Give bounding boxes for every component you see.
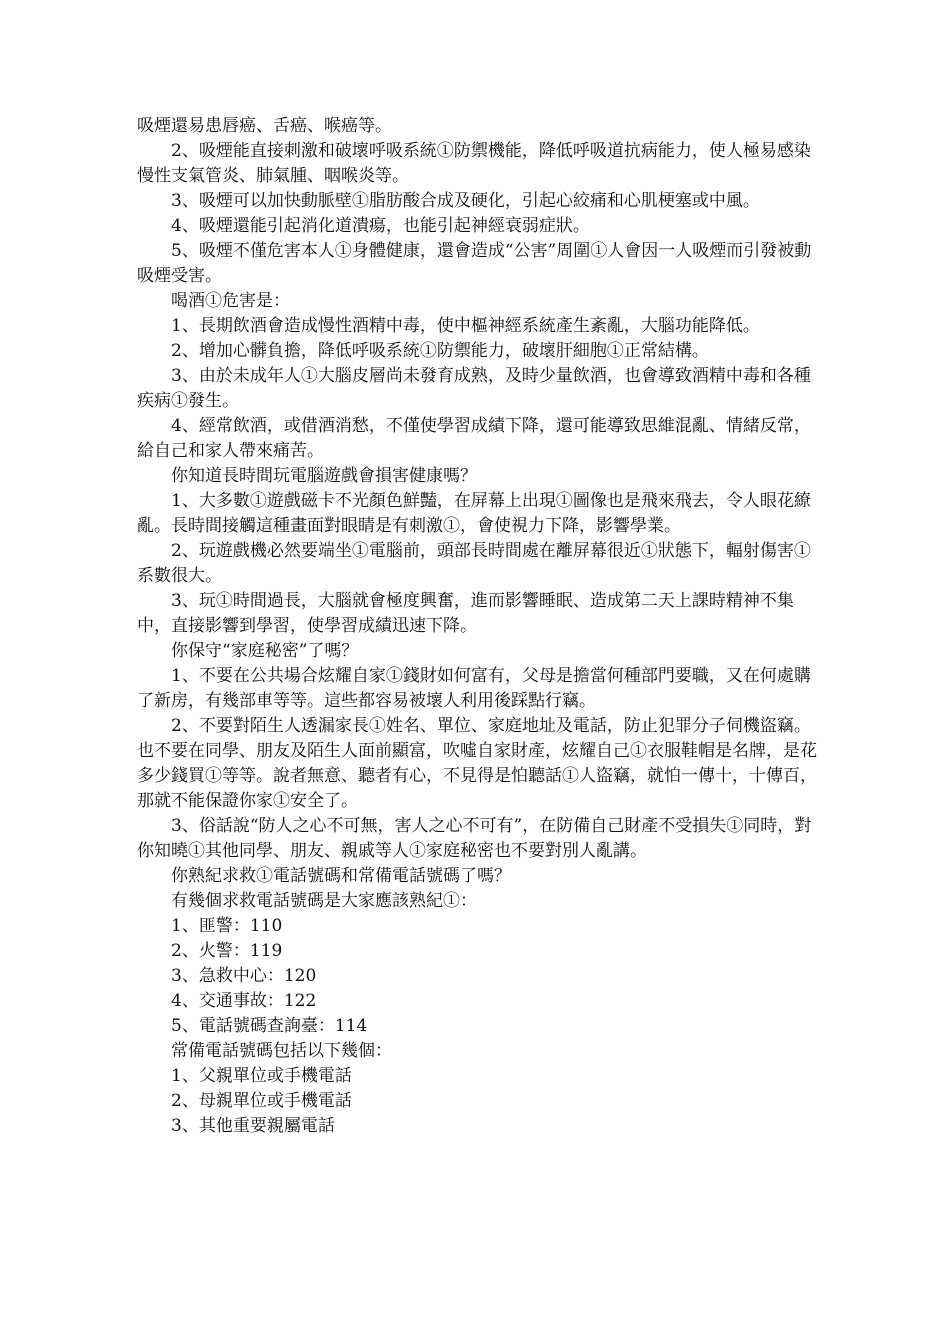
paragraph-secrets-2: 2、不要對陌生人透漏家長①姓名、單位、家庭地址及電話，防止犯罪分子伺機盜竊。也不要在同學、朋友及陌生人面前顯富，吹噓自家財產，炫耀自己①衣服鞋帽是名牌，是花多少錢買①等等。說者無意、聽者有心，不見得是怕聽話①人盜竊，就怕一傳十，十傳百，那就不能保證你家①安全了。 [137, 716, 817, 811]
paragraph-smoking-cancers: 吸煙還易患唇癌、舌癌、喉癌等。 [137, 116, 392, 136]
paragraph-games-2: 2、玩遊戲機必然要端坐①電腦前，頭部長時間處在離屏幕很近①狀態下，輻射傷害①系數很大。 [137, 541, 811, 586]
heading-computer-games: 你知道長時間玩電腦遊戲會損害健康嗎？ [171, 466, 477, 486]
list-item-fire: 2、火警：119 [171, 941, 283, 961]
list-item-police: 1、匪警：110 [171, 916, 283, 936]
list-item-directory: 5、電話號碼查詢臺：114 [171, 1016, 368, 1036]
paragraph-drinking-3: 3、由於未成年人①大腦皮層尚未發育成熟，及時少量飲酒，也會導致酒精中毒和各種疾病①發生。 [137, 366, 811, 411]
paragraph-games-1: 1、大多數①遊戲磁卡不光顏色鮮豔，在屏幕上出現①圖像也是飛來飛去，令人眼花繚亂。長時間接觸這種畫面對眼睛是有刺激①，會使視力下降，影響學業。 [137, 491, 811, 536]
paragraph-smoking-4: 4、吸煙還能引起消化道潰瘍，也能引起神經衰弱症狀。 [171, 216, 590, 236]
paragraph-smoking-5: 5、吸煙不僅危害本人①身體健康，還會造成“公害”周圍①人會因一人吸煙而引發被動吸煙受害。 [137, 241, 812, 286]
heading-common-numbers: 常備電話號碼包括以下幾個： [171, 1041, 392, 1061]
paragraph-games-3: 3、玩①時間過長，大腦就會極度興奮，進而影響睡眠、造成第二天上課時精神不集中，直接影響到學習，使學習成績迅速下降。 [137, 591, 794, 636]
paragraph-smoking-2: 2、吸煙能直接刺激和破壞呼吸系統①防禦機能，降低呼吸道抗病能力，使人極易感染慢性支氣管炎、肺氣腫、咽喉炎等。 [137, 141, 811, 186]
heading-drinking-harm: 喝酒①危害是： [171, 291, 290, 311]
paragraph-drinking-4: 4、經常飲酒，或借酒消愁，不僅使學習成績下降，還可能導致思維混亂、情緒反常，給自己和家人帶來痛苦。 [137, 416, 811, 461]
paragraph-smoking-3: 3、吸煙可以加快動脈壁①脂肪酸合成及硬化，引起心絞痛和心肌梗塞或中風。 [171, 191, 760, 211]
list-item-mother: 2、母親單位或手機電話 [171, 1091, 352, 1111]
list-item-relatives: 3、其他重要親屬電話 [171, 1116, 335, 1136]
paragraph-secrets-1: 1、不要在公共場合炫耀自家①錢財如何富有，父母是擔當何種部門要職，又在何處購了新房，有幾部車等等。這些都容易被壞人利用後踩點行竊。 [137, 666, 811, 711]
list-item-traffic: 4、交通事故：122 [171, 991, 317, 1011]
list-item-ambulance: 3、急救中心：120 [171, 966, 317, 986]
paragraph-emergency-intro: 有幾個求救電話號碼是大家應該熟紀①： [171, 891, 477, 911]
list-item-father: 1、父親單位或手機電話 [171, 1066, 352, 1086]
paragraph-drinking-1: 1、長期飲酒會造成慢性酒精中毒，使中樞神經系統產生紊亂，大腦功能降低。 [171, 316, 760, 336]
heading-emergency-numbers: 你熟紀求救①電話號碼和常備電話號碼了嗎？ [171, 866, 511, 886]
paragraph-drinking-2: 2、增加心髒負擔，降低呼吸系統①防禦能力，破壞肝細胞①正常結構。 [171, 341, 709, 361]
heading-family-secrets: 你保守“家庭秘密”了嗎？ [171, 641, 359, 661]
document-body [137, 114, 827, 1139]
paragraph-secrets-3: 3、俗話說“防人之心不可無，害人之心不可有”，在防備自己財產不受損失①同時，對你知曉①其他同學、朋友、親戚等人①家庭秘密也不要對別人亂講。 [137, 816, 812, 861]
